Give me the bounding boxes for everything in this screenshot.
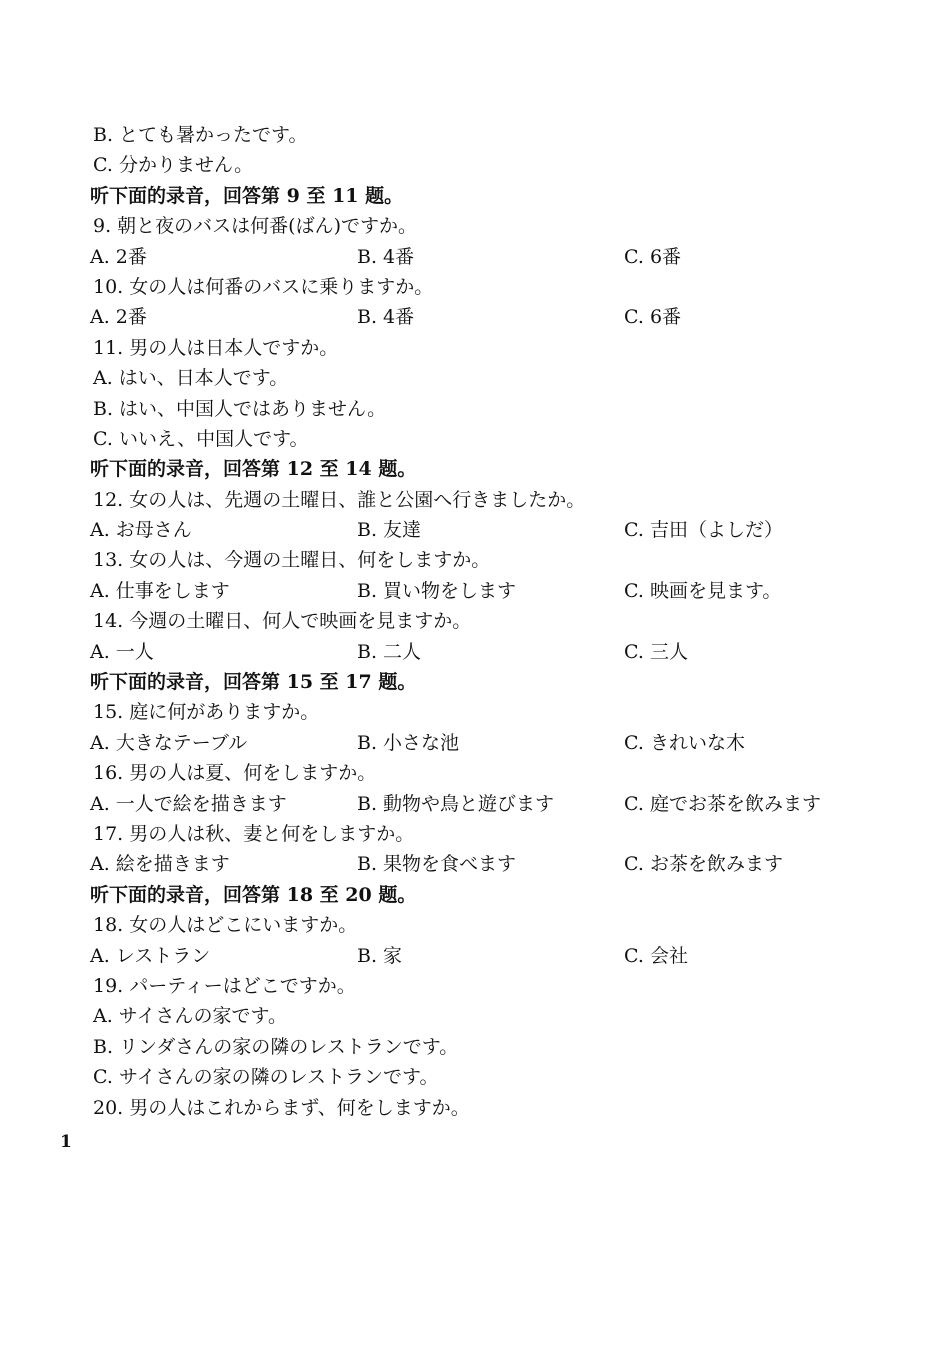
answer-option-b: B. 友達: [357, 519, 422, 542]
question-text: 16. 男の人は夏、何をしますか。: [93, 762, 377, 785]
answer-option-c: C. 6番: [624, 306, 682, 329]
exam-content: [90, 120, 890, 1123]
page-number: 1: [60, 1132, 72, 1152]
answer-option-c: C. きれいな木: [624, 731, 745, 754]
answer-option-b: B. 動物や鳥と遊びます: [357, 792, 555, 815]
question-text: 18. 女の人はどこにいますか。: [93, 914, 358, 937]
answer-option-b: B. 家: [357, 944, 403, 967]
answer-option-a: A. 一人: [90, 640, 154, 663]
answer-option-a: A. 2番: [90, 306, 147, 329]
answer-choice: C. いいえ、中国人です。: [93, 427, 309, 450]
section-heading: 听下面的录音，回答第 15 至 17 题。: [90, 671, 417, 694]
answer-options-row: [90, 849, 890, 879]
question-text: 9. 朝と夜のバスは何番(ばん)ですか。: [93, 215, 417, 238]
question-text: 10. 女の人は何番のバスに乗りますか。: [93, 275, 434, 298]
question-text: 19. パーティーはどこですか。: [93, 974, 356, 997]
question-text: 12. 女の人は、先週の土曜日、誰と公園へ行きましたか。: [93, 488, 586, 511]
section-heading: 听下面的录音，回答第 18 至 20 题。: [90, 883, 417, 906]
answer-option-a: A. レストラン: [90, 944, 211, 967]
answer-options-row: [90, 242, 890, 272]
answer-option-b: B. 小さな池: [357, 731, 460, 754]
answer-option-a: A. 仕事をします: [90, 579, 230, 602]
question-text: 17. 男の人は秋、妻と何をしますか。: [93, 822, 415, 845]
answer-choice: A. サイさんの家です。: [93, 1005, 287, 1028]
section-heading: 听下面的录音，回答第 9 至 11 题。: [90, 184, 404, 207]
answer-choice: B. とても暑かったです。: [93, 124, 308, 146]
answer-option-b: B. 4番: [357, 306, 415, 329]
answer-option-c: C. 庭でお茶を飲みます: [624, 792, 821, 815]
question-text: 20. 男の人はこれからまず、何をしますか。: [93, 1096, 470, 1119]
answer-options-row: [90, 576, 890, 606]
question-text: 15. 庭に何がありますか。: [93, 701, 320, 724]
answer-choice: A. はい、日本人です。: [93, 367, 289, 390]
answer-options-row: [90, 728, 890, 758]
answer-option-c: C. お茶を飲みます: [624, 853, 783, 876]
answer-choice: C. 分かりません。: [93, 154, 254, 177]
section-heading: 听下面的录音，回答第 12 至 14 题。: [90, 458, 417, 481]
answer-option-b: B. 買い物をします: [357, 579, 517, 602]
answer-option-c: C. 会社: [624, 944, 688, 967]
answer-options-row: [90, 637, 890, 667]
answer-option-a: A. 一人で絵を描きます: [90, 792, 287, 815]
answer-option-c: C. 三人: [624, 640, 688, 663]
answer-options-row: [90, 515, 890, 545]
answer-choice: B. はい、中国人ではありません。: [93, 397, 387, 420]
answer-option-c: C. 6番: [624, 245, 682, 268]
question-text: 13. 女の人は、今週の土曜日、何をしますか。: [93, 549, 491, 572]
answer-option-a: A. お母さん: [90, 519, 192, 542]
answer-option-c: C. 映画を見ます。: [624, 579, 782, 602]
answer-option-c: C. 吉田（よしだ）: [624, 519, 783, 542]
answer-option-a: A. 大きなテーブル: [90, 731, 248, 754]
answer-option-b: B. 4番: [357, 245, 415, 268]
question-text: 11. 男の人は日本人ですか。: [93, 336, 339, 359]
answer-option-b: B. 果物を食べます: [357, 853, 517, 876]
answer-options-row: [90, 302, 890, 332]
answer-option-b: B. 二人: [357, 640, 422, 663]
answer-options-row: [90, 941, 890, 971]
answer-option-a: A. 絵を描きます: [90, 853, 230, 876]
answer-option-a: A. 2番: [90, 245, 147, 268]
question-text: 14. 今週の土曜日、何人で映画を見ますか。: [93, 610, 472, 633]
answer-options-row: [90, 789, 890, 819]
answer-choice: B. リンダさんの家の隣のレストランです。: [93, 1035, 459, 1058]
answer-choice: C. サイさんの家の隣のレストランです。: [93, 1066, 439, 1089]
